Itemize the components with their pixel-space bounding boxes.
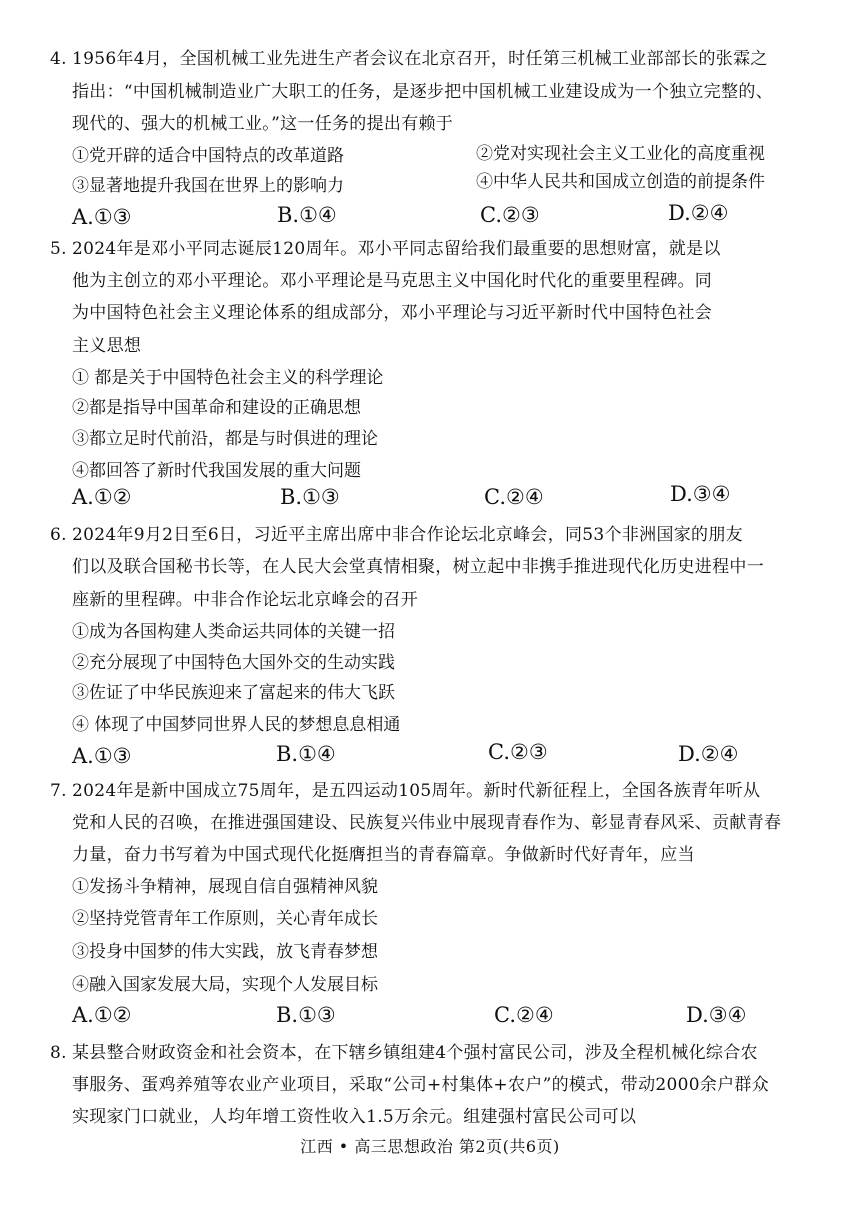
question-stem-line: 事服务、蛋鸡养殖等农业产业项目，采取“公司+村集体+农户”的模式，带动2000余户群众 bbox=[72, 1075, 770, 1095]
option-2: ②坚持党管青年工作原则，关心青年成长 bbox=[72, 909, 378, 929]
answer-choice-b[interactable]: B.①③ bbox=[276, 1003, 336, 1027]
answer-choice-a[interactable]: A.①② bbox=[72, 485, 132, 509]
answer-choice-c[interactable]: C.②③ bbox=[480, 203, 540, 227]
question-stem-line: 8. 某县整合财政资金和社会资本，在下辖乡镇组建4个强村富民公司，涉及全程机械化综合农 bbox=[50, 1043, 758, 1063]
question-number: 6. bbox=[50, 525, 67, 545]
answer-choice-a[interactable]: A.①③ bbox=[72, 744, 132, 768]
answer-choice-a[interactable]: A.①③ bbox=[72, 205, 132, 229]
option-2: ②充分展现了中国特色大国外交的生动实践 bbox=[72, 653, 395, 673]
page-footer: 江西 • 高三思想政治 第2页(共6页) bbox=[300, 1137, 560, 1156]
answer-choice-a[interactable]: A.①② bbox=[72, 1003, 132, 1027]
answer-choice-c[interactable]: C.②④ bbox=[484, 485, 544, 509]
question-stem-line: 党和人民的召唤，在推进强国建设、民族复兴伟业中展现青春作为、彰显青春风采、贡献青春 bbox=[72, 813, 782, 833]
question-stem-line: 4. 1956年4月，全国机械工业先进生产者会议在北京召开，时任第三机械工业部部长的张霖之 bbox=[50, 49, 768, 69]
answer-choice-c[interactable]: C.②③ bbox=[488, 740, 548, 764]
option-4: ④ 体现了中国梦同世界人民的梦想息息相通 bbox=[72, 715, 401, 735]
option-3: ③投身中国梦的伟大实践，放飞青春梦想 bbox=[72, 942, 378, 962]
option-3: ③显著地提升我国在世界上的影响力 bbox=[72, 176, 344, 196]
option-2: ②党对实现社会主义工业化的高度重视 bbox=[476, 144, 765, 164]
question-stem-line: 现代的、强大的机械工业。”这一任务的提出有赖于 bbox=[72, 114, 454, 134]
question-stem-line: 们以及联合国秘书长等，在人民大会堂真情相聚，树立起中非携手推进现代化历史进程中一 bbox=[72, 557, 764, 577]
question-stem-line: 座新的里程碑。中非合作论坛北京峰会的召开 bbox=[72, 590, 418, 610]
answer-choice-b[interactable]: B.①④ bbox=[277, 203, 337, 227]
question-stem-line: 5. 2024年是邓小平同志诞辰120周年。邓小平同志留给我们最重要的思想财富，就是以 bbox=[50, 239, 721, 259]
question-number: 8. bbox=[50, 1043, 67, 1063]
answer-choice-d[interactable]: D.②④ bbox=[668, 201, 729, 225]
question-stem-line: 6. 2024年9月2日至6日，习近平主席出席中非合作论坛北京峰会，同53个非洲国家的朋友 bbox=[50, 525, 743, 545]
option-3: ③都立足时代前沿，都是与时俱进的理论 bbox=[72, 429, 378, 449]
option-4: ④融入国家发展大局，实现个人发展目标 bbox=[72, 975, 378, 995]
question-stem-line: 实现家门口就业，人均年增工资性收入1.5万余元。组建强村富民公司可以 bbox=[72, 1107, 637, 1127]
question-number: 7. bbox=[50, 781, 67, 801]
answer-choice-c[interactable]: C.②④ bbox=[494, 1003, 554, 1027]
option-1: ①发扬斗争精神，展现自信自强精神风貌 bbox=[72, 877, 378, 897]
question-stem-line: 指出：“中国机械制造业广大职工的任务，是逐步把中国机械工业建设成为一个独立完整的、 bbox=[72, 82, 773, 102]
question-stem-line: 他为主创立的邓小平理论。邓小平理论是马克思主义中国化时代化的重要里程碑。同 bbox=[72, 271, 713, 291]
option-2: ②都是指导中国革命和建设的正确思想 bbox=[72, 398, 361, 418]
answer-choice-b[interactable]: B.①④ bbox=[276, 742, 336, 766]
answer-choice-d[interactable]: D.③④ bbox=[686, 1003, 747, 1027]
option-3: ③佐证了中华民族迎来了富起来的伟大飞跃 bbox=[72, 683, 395, 703]
answer-choice-d[interactable]: D.③④ bbox=[670, 482, 731, 506]
question-number: 4. bbox=[50, 49, 67, 69]
answer-choice-b[interactable]: B.①③ bbox=[280, 485, 340, 509]
option-4: ④都回答了新时代我国发展的重大问题 bbox=[72, 461, 361, 481]
question-stem-line: 力量，奋力书写着为中国式现代化挺膺担当的青春篇章。争做新时代好青年，应当 bbox=[72, 845, 695, 865]
option-1: ①党开辟的适合中国特点的改革道路 bbox=[72, 146, 344, 166]
question-stem-line: 7. 2024年是新中国成立75周年，是五四运动105周年。新时代新征程上，全国各族青年听从 bbox=[50, 781, 761, 801]
question-stem-line: 为中国特色社会主义理论体系的组成部分，邓小平理论与习近平新时代中国特色社会 bbox=[72, 303, 713, 323]
question-number: 5. bbox=[50, 239, 67, 259]
option-4: ④中华人民共和国成立创造的前提条件 bbox=[476, 172, 765, 192]
answer-choice-d[interactable]: D.②④ bbox=[678, 742, 739, 766]
option-1: ① 都是关于中国特色社会主义的科学理论 bbox=[72, 368, 384, 388]
option-1: ①成为各国构建人类命运共同体的关键一招 bbox=[72, 622, 395, 642]
question-stem-line: 主义思想 bbox=[72, 336, 142, 356]
